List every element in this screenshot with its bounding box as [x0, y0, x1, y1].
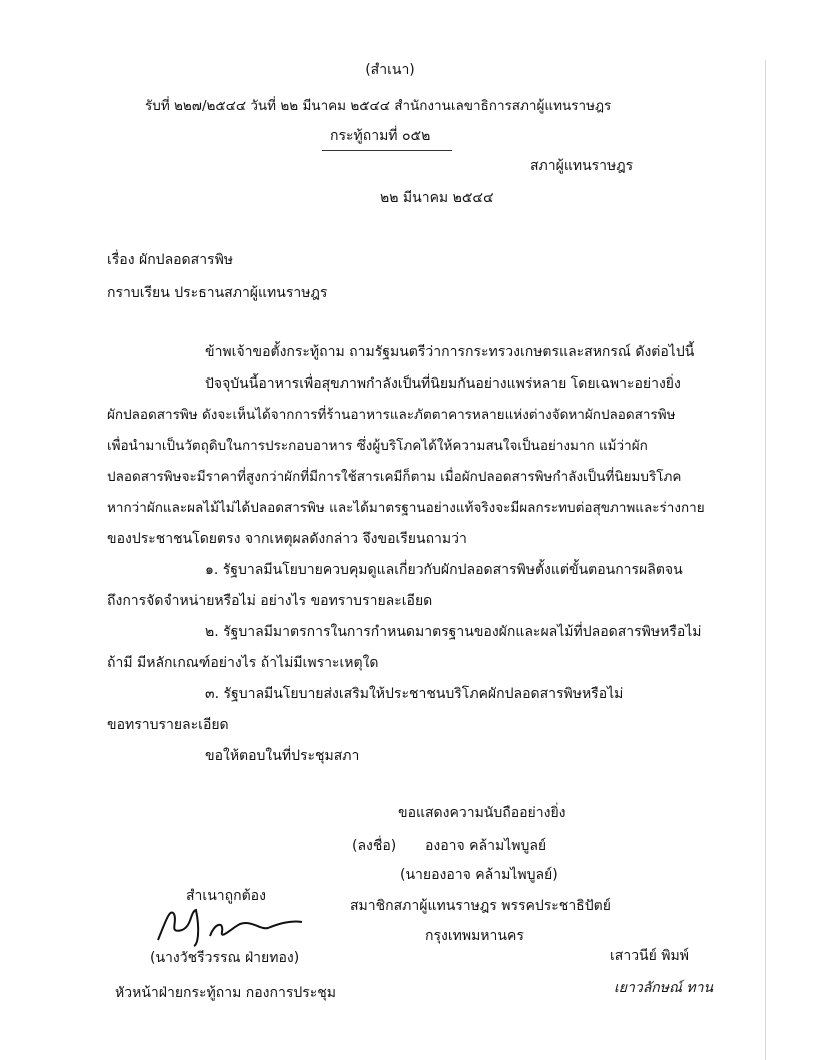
certifier-signature-image	[148, 900, 308, 948]
certified-label: สำเนาถูกต้อง	[186, 888, 266, 904]
subject-line: เรื่อง ผักปลอดสารพิษ	[107, 252, 234, 268]
question-item-1: ๑. รัฐบาลมีนโยบายควบคุมดูแลเกี่ยวกับผักปลอดสารพิษตั้งแต่ขั้นตอนการผลิตจน	[205, 562, 683, 578]
body-paragraph: หากว่าผักและผลไม้ไม่ได้ปลอดสารพิษ และได้มาตรฐานอย่างแท้จริงจะมีผลกระทบต่อสุขภาพและร่างกาย	[107, 500, 705, 516]
receipt-line: รับที่ ๒๒๗/๒๕๔๔ วันที่ ๒๒ มีนาคม ๒๕๔๔ สำนักงานเลขาธิการสภาผู้แทนราษฎร	[145, 98, 612, 114]
body-paragraph: ข้าพเจ้าขอตั้งกระทู้ถาม ถามรัฐมนตรีว่าการกระทรวงเกษตรและสหกรณ์ ดังต่อไปนี้	[205, 344, 695, 360]
copy-label: (สำเนา)	[365, 62, 415, 78]
page-edge-line	[765, 60, 766, 1060]
letter-date: ๒๒ มีนาคม ๒๕๔๔	[380, 190, 494, 206]
body-paragraph: ปลอดสารพิษจะมีราคาที่สูงกว่าผักที่มีการใช้สารเคมีก็ตาม เมื่อผักปลอดสารพิษกำลังเป็นที่นิยมบริโภค	[107, 469, 682, 485]
certifier-position: หัวหน้าฝ่ายกระทู้ถาม กองการประชุม	[115, 985, 337, 1001]
certifier-name: (นางวัชรีวรรณ ฝ่ายทอง)	[150, 950, 300, 966]
checked-by: เยาวลักษณ์ ทาน	[614, 980, 714, 996]
body-paragraph: ผักปลอดสารพิษ ดังจะเห็นได้จากการที่ร้านอาหารและภัตตาคารหลายแห่งต่างจัดหาผักปลอดสารพิษ	[107, 407, 676, 423]
typed-by: เสาวนีย์ พิมพ์	[610, 948, 689, 964]
signer-area: กรุงเทพมหานคร	[425, 928, 524, 944]
body-paragraph: ของประชาชนโดยตรง จากเหตุผลดังกล่าว จึงขอเรียนถามว่า	[107, 531, 467, 547]
question-item-1-cont: ถึงการจัดจำหน่ายหรือไม่ อย่างไร ขอทราบรายละเอียด	[107, 593, 433, 609]
signer-name-full: (นายองอาจ คล้ามไพบูลย์)	[400, 867, 558, 883]
question-item-3: ๓. รัฐบาลมีนโยบายส่งเสริมให้ประชาชนบริโภคผักปลอดสารพิษหรือไม่	[205, 686, 624, 702]
addressee-line: กราบเรียน ประธานสภาผู้แทนราษฎร	[107, 285, 328, 301]
answer-request: ขอให้ตอบในที่ประชุมสภา	[205, 748, 360, 764]
signer-title: สมาชิกสภาผู้แทนราษฎร พรรคประชาธิปัตย์	[350, 898, 611, 914]
body-paragraph: ปัจจุบันนี้อาหารเพื่อสุขภาพกำลังเป็นที่นิยมกันอย่างแพร่หลาย โดยเฉพาะอย่างยิ่ง	[205, 376, 681, 392]
question-item-3-cont: ขอทราบรายละเอียด	[107, 717, 229, 733]
question-item-2-cont: ถ้ามี มีหลักเกณฑ์อย่างไร ถ้าไม่มีเพราะเหตุใด	[107, 655, 379, 671]
signer-name: องอาจ คล้ามไพบูลย์	[425, 838, 547, 854]
question-number: กระทู้ถามที่ ๐๕๒	[330, 128, 431, 144]
closing-respect: ขอแสดงความนับถืออย่างยิ่ง	[398, 805, 566, 821]
signed-label: (ลงชื่อ)	[352, 838, 397, 854]
office-name: สภาผู้แทนราษฎร	[530, 158, 634, 174]
body-paragraph: เพื่อนำมาเป็นวัตถุดิบในการประกอบอาหาร ซึ่งผู้บริโภคได้ให้ความสนใจเป็นอย่างมาก แม้ว่าผัก	[107, 438, 648, 454]
question-item-2: ๒. รัฐบาลมีมาตรการในการกำหนดมาตรฐานของผักและผลไม้ที่ปลอดสารพิษหรือไม่	[205, 624, 702, 640]
question-number-underline	[322, 150, 452, 151]
